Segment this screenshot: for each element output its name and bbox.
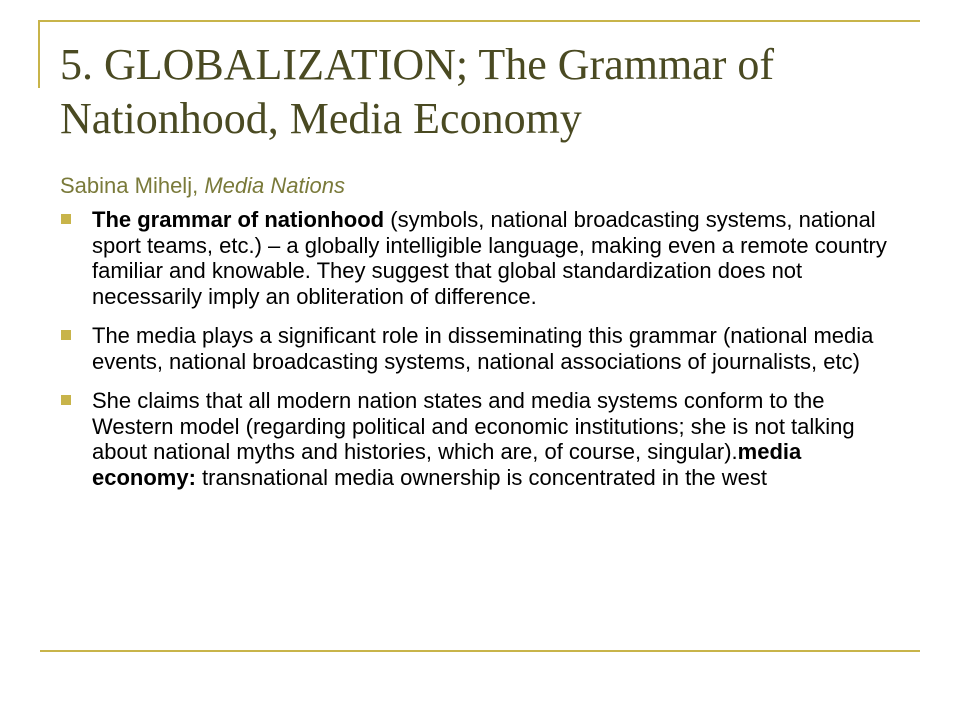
bullet-item bbox=[60, 207, 900, 309]
bullet-item bbox=[60, 388, 900, 490]
slide-title: 5. GLOBALIZATION; The Grammar of Nationhood, Media Economy bbox=[60, 40, 775, 143]
bullet-item bbox=[60, 323, 900, 374]
square-bullet-icon bbox=[61, 214, 71, 224]
bullet-bold-tail: media economy: bbox=[92, 439, 802, 490]
bottom-rule bbox=[40, 650, 920, 652]
bullet-text: She claims that all modern nation states and media systems conform to the Western model (regarding political and economic institutions; she is not talking about national myths and histories, which are, of course, singular). bbox=[92, 388, 855, 464]
square-bullet-icon bbox=[61, 395, 71, 405]
bullet-tail-text: transnational media ownership is concentrated in the west bbox=[195, 464, 768, 490]
bullet-text: (symbols, national broadcasting systems, national sport teams, etc.) – a globally intelligible language, making even a remote country familiar and knowable. They suggest that global standardization does not necessarily imply an obliteration of difference. bbox=[92, 207, 887, 309]
bullet-text: The media plays a significant role in disseminating this grammar (national media events, national broadcasting systems, national associations of journalists, etc) bbox=[92, 323, 874, 374]
slide-subtitle bbox=[60, 172, 345, 200]
bullet-bold-lead: The grammar of nationhood bbox=[92, 207, 385, 232]
square-bullet-icon bbox=[61, 330, 71, 340]
subtitle-work: Media Nations bbox=[204, 173, 345, 198]
bullet-list bbox=[60, 207, 900, 504]
subtitle-author: Sabina Mihelj, bbox=[60, 173, 205, 198]
top-rule bbox=[40, 20, 920, 22]
left-rule bbox=[38, 20, 40, 88]
